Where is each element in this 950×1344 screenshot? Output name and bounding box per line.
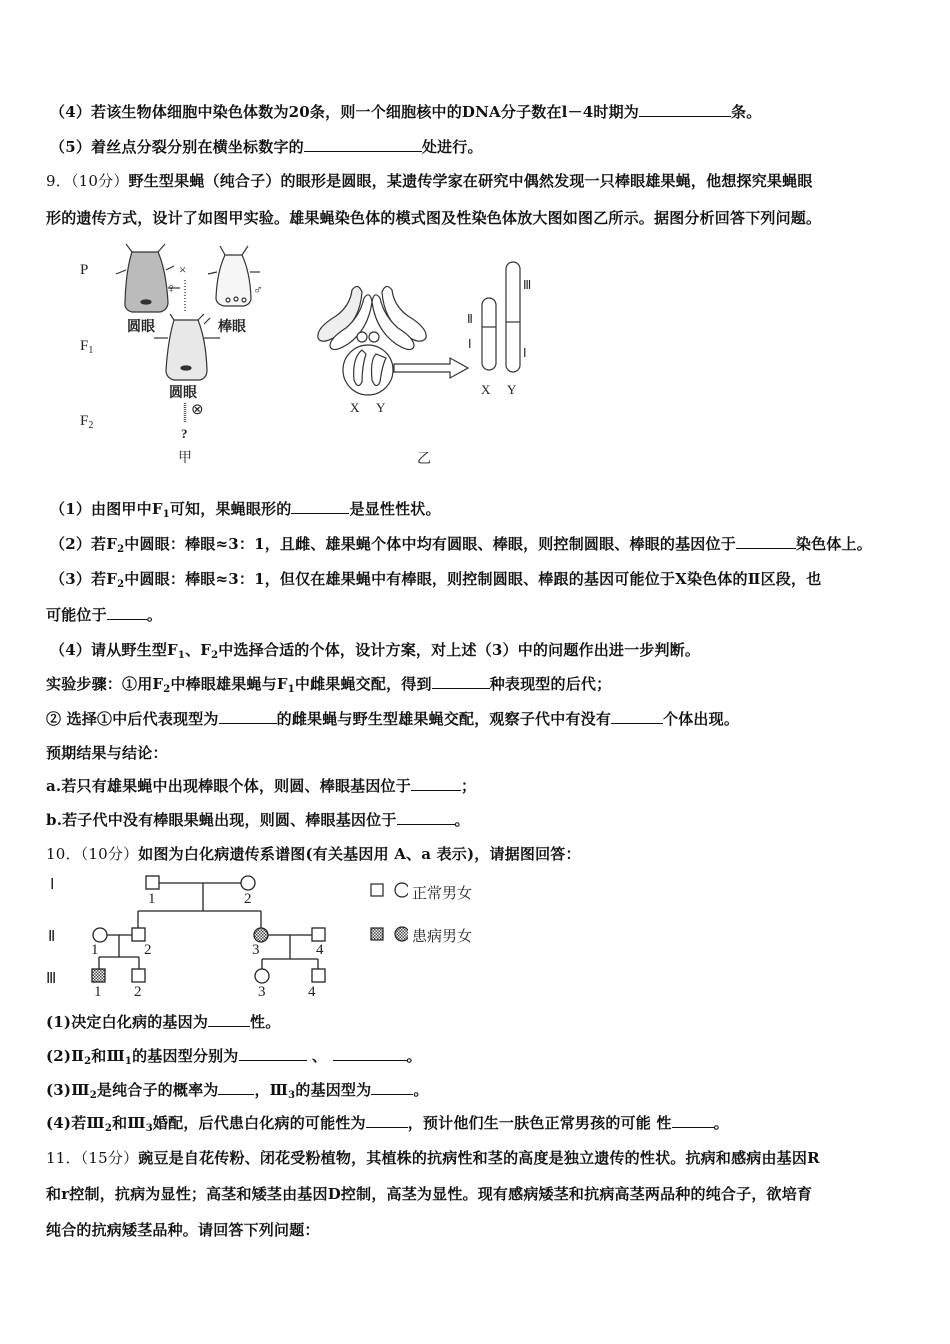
text: 是纯合子的概率为 xyxy=(96,1081,219,1099)
f1-fly-icon xyxy=(154,314,220,380)
enlarged-label-x: X xyxy=(481,382,491,397)
text: 是显性性状。 xyxy=(349,500,441,518)
q10-stem-text: 如图为白化病遗传系谱图(有关基因用 A、a 表示)，请据图回答： xyxy=(138,845,581,863)
self-cross-icon: ⊗ xyxy=(191,402,204,418)
text: 。 xyxy=(454,811,470,829)
individual-number: 3 xyxy=(252,942,260,958)
subscript: 2 xyxy=(163,684,171,695)
figure-caption-yi: 乙 xyxy=(417,451,431,467)
q10-stem xyxy=(46,844,581,864)
question-number: 11．（15分） xyxy=(46,1149,139,1167)
generation-label-f2 xyxy=(80,413,93,430)
subscript: 1 xyxy=(124,1056,133,1067)
q11-stem-text: 豌豆是自花传粉、闭花受粉植物，其植株的抗病性和茎的高度是独立遗传的性状。抗病和感病由基因R xyxy=(138,1149,820,1167)
text: b.若子代中没有棒眼果蝇出现，则圆、棒眼基因位于 xyxy=(46,811,397,829)
q10-part1 xyxy=(46,1012,280,1032)
answer-blank[interactable] xyxy=(218,1080,254,1095)
region-label-y-i: Ⅰ xyxy=(523,346,527,360)
text: 。 xyxy=(713,1114,729,1132)
text: 和Ⅲ xyxy=(112,1114,146,1132)
q8-part5-suffix: 处进行。 xyxy=(421,138,483,156)
text: 中圆眼：棒眼≈3：1，但仅在雄果蝇中有棒眼，则控制圆眼、棒跟的基因可能位于X染色体的Ⅱ区段，也 xyxy=(124,570,822,588)
text: 可能位于 xyxy=(46,606,107,624)
generation-label-iii: Ⅲ xyxy=(46,971,57,987)
legend-symbols xyxy=(368,878,408,948)
text: ，预计他们生一肤色正常男孩的可能 性 xyxy=(407,1114,672,1132)
region-label-x-ii: Ⅱ xyxy=(467,312,473,326)
p-female-label: 圆眼 xyxy=(127,319,155,335)
text: （2）若F xyxy=(50,535,118,553)
individual-number: 4 xyxy=(308,984,316,1000)
answer-blank[interactable] xyxy=(107,605,147,620)
text: 。 xyxy=(146,606,163,624)
text: 和Ⅲ xyxy=(91,1047,125,1065)
generation-label-p: P xyxy=(80,262,89,278)
answer-blank[interactable] xyxy=(208,1012,250,1027)
text: 婚配，后代患白化病的可能性为 xyxy=(152,1114,366,1132)
pedigree-chart xyxy=(40,865,340,1005)
text: ； xyxy=(460,777,477,795)
q9-stem-text: 野生型果蝇（纯合子）的眼形是圆眼，某遗传学家在研究中偶然发现一只棒眼雄果蝇，他想探究果蝇眼 xyxy=(128,172,813,190)
male-normal-icon xyxy=(146,876,159,889)
q10-part3 xyxy=(46,1080,429,1100)
subscript: 3 xyxy=(145,1123,153,1134)
q9-stem-line1 xyxy=(46,171,813,191)
subscript: 2 xyxy=(89,1090,97,1101)
answer-blank[interactable] xyxy=(371,1080,413,1095)
pair-label-x: X xyxy=(350,400,360,415)
answer-blank[interactable] xyxy=(639,102,731,117)
text: ，Ⅲ xyxy=(254,1081,289,1099)
text: 种表现型的后代； xyxy=(489,675,612,693)
q10-part2 xyxy=(46,1046,422,1066)
p-male-label: 棒眼 xyxy=(218,319,246,335)
f2-unknown: ? xyxy=(181,426,188,441)
text: （1）由图甲中F xyxy=(50,500,163,518)
answer-blank[interactable] xyxy=(333,1046,407,1061)
text: 。 xyxy=(413,1081,429,1099)
individual-number: 3 xyxy=(258,984,266,1000)
answer-blank[interactable] xyxy=(239,1046,307,1061)
q8-part4 xyxy=(50,102,761,122)
text: 、 xyxy=(306,1047,333,1065)
q9-stem-line2: 形的遗传方式，设计了如图甲实验。雄果蝇染色体的模式图及性染色体放大图如图乙所示。据图分析回答下列问题。 xyxy=(46,209,822,227)
chromosome-diagram xyxy=(300,250,560,470)
generation-label-f1 xyxy=(80,338,93,355)
text: 性。 xyxy=(250,1013,281,1031)
figure-yi xyxy=(300,250,560,470)
answer-blank[interactable] xyxy=(672,1113,714,1128)
subscript: 2 xyxy=(117,544,125,555)
individual-number: 1 xyxy=(94,984,102,1000)
q9-part1 xyxy=(50,499,441,519)
f1-label: 圆眼 xyxy=(169,385,197,401)
text: (1)决定白化病的基因为 xyxy=(46,1013,209,1031)
legend-affected-label: 患病男女 xyxy=(412,927,473,945)
answer-blank[interactable] xyxy=(304,137,422,152)
individual-number: 1 xyxy=(148,891,156,907)
answer-blank[interactable] xyxy=(432,674,490,689)
subscript: 2 xyxy=(84,1056,92,1067)
q9-step2 xyxy=(46,709,739,729)
text: 中棒眼雄果蝇与F xyxy=(170,675,288,693)
subscript: 1 xyxy=(177,650,186,661)
text: 的雌果蝇与野生型雄果蝇交配，观察子代中有没有 xyxy=(276,710,612,728)
q11-line3: 纯合的抗病矮茎品种。请回答下列问题： xyxy=(46,1221,320,1239)
answer-blank[interactable] xyxy=(411,776,461,791)
q8-part4-text: （4）若该生物体细胞中染色体数为20条，则一个细胞核中的DNA分子数在l－4时期为 xyxy=(50,103,640,121)
q8-part4-suffix: 条。 xyxy=(731,103,762,121)
subscript: 1 xyxy=(287,684,295,695)
text: 实验步骤：①用F xyxy=(46,675,164,693)
text: 中雌果蝇交配，得到 xyxy=(294,675,432,693)
individual-number: 4 xyxy=(316,942,324,958)
answer-blank[interactable] xyxy=(736,534,796,549)
subscript: 1 xyxy=(162,509,170,520)
q9-part2 xyxy=(50,534,872,554)
q8-part5 xyxy=(50,137,483,157)
answer-blank[interactable] xyxy=(611,709,663,724)
answer-blank[interactable] xyxy=(366,1113,408,1128)
individual-number: 2 xyxy=(144,942,152,958)
q8-part5-text: （5）着丝点分裂分别在横坐标数字的 xyxy=(50,138,304,156)
generation-label-ii: Ⅱ xyxy=(48,929,56,945)
figure-caption-jia: 甲 xyxy=(178,450,192,466)
female-symbol-icon: ♀ xyxy=(166,282,177,297)
q9-result-b xyxy=(46,810,470,830)
subscript: 2 xyxy=(104,1123,113,1134)
subscript: 2 xyxy=(117,579,125,590)
q9-part3-line2 xyxy=(46,605,162,625)
q9-part4 xyxy=(50,640,700,660)
region-label-y-iii: Ⅲ xyxy=(523,278,532,292)
q11-line2: 和r控制，抗病为显性；高茎和矮茎由基因D控制，高茎为显性。现有感病矮茎和抗病高茎两品种的纯合子，欲培育 xyxy=(46,1185,813,1203)
q9-step1 xyxy=(46,674,611,694)
text: (3)Ⅲ xyxy=(46,1081,90,1099)
text: 的基因型为 xyxy=(295,1081,372,1099)
text: 染色体上。 xyxy=(795,535,872,553)
gen-sub: 1 xyxy=(88,345,94,356)
female-normal-icon xyxy=(241,876,255,890)
q11-line1 xyxy=(46,1148,820,1168)
female-fly-icon xyxy=(116,244,180,312)
q10-part4 xyxy=(46,1113,729,1133)
text: 。 xyxy=(406,1047,422,1065)
text: 中圆眼：棒眼≈3：1，且雌、雄果蝇个体中均有圆眼、棒眼，则控制圆眼、棒眼的基因位于 xyxy=(124,535,736,553)
answer-blank[interactable] xyxy=(291,499,349,514)
text: a.若只有雄果蝇中出现棒眼个体，则圆、棒眼基因位于 xyxy=(46,777,411,795)
text: 个体出现。 xyxy=(663,710,740,728)
answer-blank[interactable] xyxy=(397,810,455,825)
q9-expect-title: 预期结果与结论： xyxy=(46,744,168,762)
gen-letter: F xyxy=(80,338,89,354)
legend-normal-label: 正常男女 xyxy=(412,884,473,902)
answer-blank[interactable] xyxy=(219,709,277,724)
figure-jia xyxy=(70,240,290,470)
individual-number: 1 xyxy=(91,942,99,958)
text: 、F xyxy=(185,641,212,659)
individual-number: 2 xyxy=(134,984,142,1000)
text: 可知，果蝇眼形的 xyxy=(169,500,292,518)
q9-part3 xyxy=(50,569,821,589)
text: 中选择合适的个体，设计方案，对上述（3）中的问题作出进一步判断。 xyxy=(218,641,701,659)
text: (4)若Ⅲ xyxy=(46,1114,105,1132)
enlarged-label-y: Y xyxy=(507,382,517,397)
text: 的基因型分别为 xyxy=(132,1047,239,1065)
gen-letter: F xyxy=(80,413,89,429)
subscript: 3 xyxy=(288,1090,296,1101)
text: ② 选择①中后代表现型为 xyxy=(46,710,219,728)
question-number: 10．（10分） xyxy=(46,845,139,863)
pedigree-diagram xyxy=(40,865,340,1005)
text: （4）请从野生型F xyxy=(50,641,178,659)
generation-label-i: Ⅰ xyxy=(50,877,55,893)
pair-label-y: Y xyxy=(376,400,386,415)
region-label-x-i: Ⅰ xyxy=(468,337,472,351)
text: （3）若F xyxy=(50,570,118,588)
gen-sub: 2 xyxy=(88,420,94,431)
question-number: 9．（10分） xyxy=(46,172,129,190)
text: (2)Ⅱ xyxy=(46,1047,85,1065)
pedigree-legend xyxy=(368,878,508,948)
q9-result-a xyxy=(46,776,476,796)
subscript: 2 xyxy=(211,650,219,661)
cross-symbol-icon: × xyxy=(179,262,187,277)
individual-number: 2 xyxy=(244,891,252,907)
male-symbol-icon: ♂ xyxy=(253,282,263,297)
